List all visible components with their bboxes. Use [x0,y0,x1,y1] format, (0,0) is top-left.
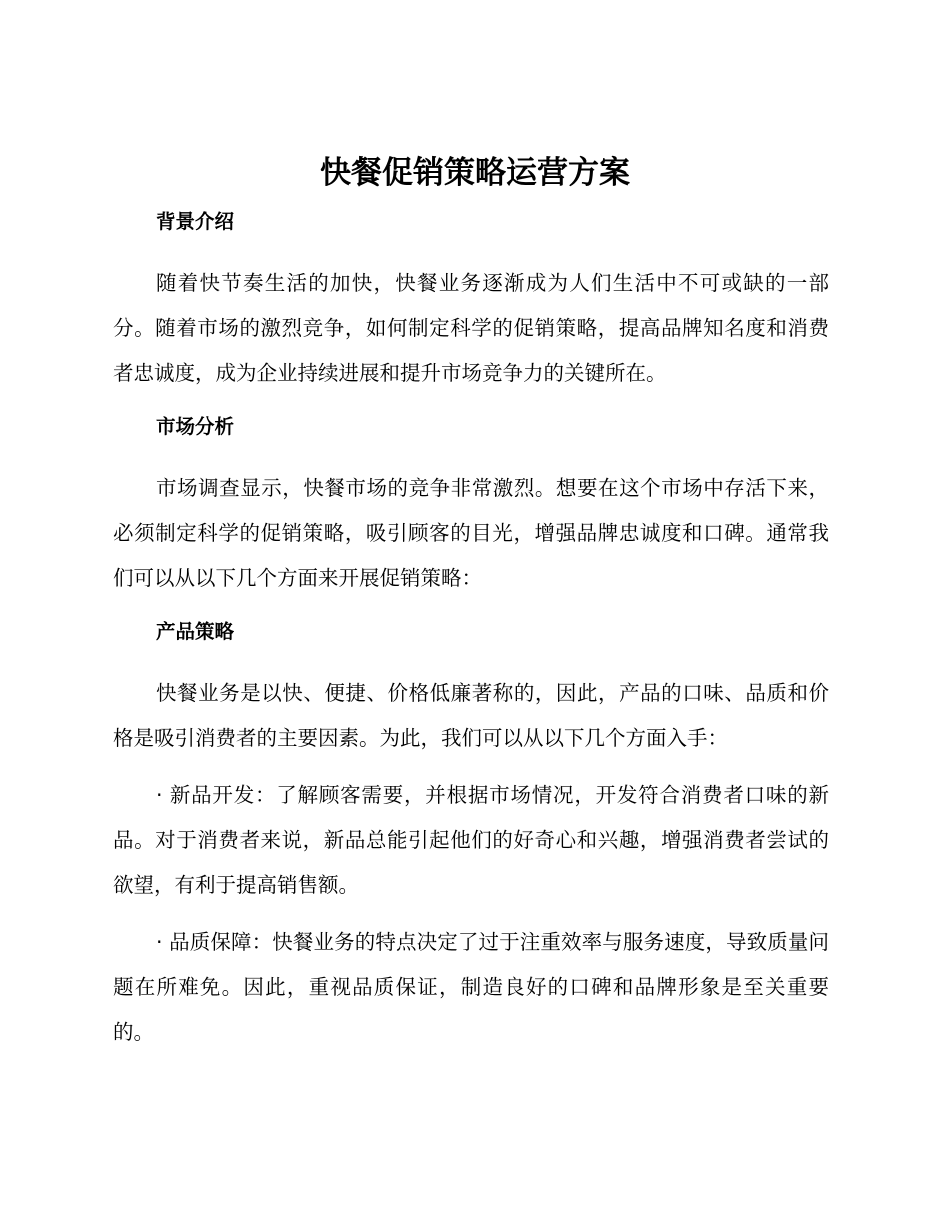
bullet-new-product: · 新品开发：了解顾客需要，并根据市场情况，开发符合消费者口味的新品。对于消费者来说，新品总能引起他们的好奇心和兴趣，增强消费者尝试的欲望，有利于提高销售额。 [113,783,829,897]
paragraph-product: 快餐业务是以快、便捷、价格低廉著称的，因此，产品的口味、品质和价格是吸引消费者的主要因素。为此，我们可以从以下几个方面入手： [113,681,829,750]
document-body [113,208,829,1055]
section-heading-background: 背景介绍 [156,210,235,233]
section-heading-product: 产品策略 [156,620,235,643]
document-title: 快餐促销策略运营方案 [320,155,630,191]
section-heading-market: 市场分析 [156,415,235,438]
paragraph-background: 随着快节奏生活的加快，快餐业务逐渐成为人们生活中不可或缺的一部分。随着市场的激烈竞争，如何制定科学的促销策略，提高品牌知名度和消费者忠诚度，成为企业持续进展和提升市场竞争力的关键所在。 [113,271,829,385]
bullet-quality-assurance: · 品质保障：快餐业务的特点决定了过于注重效率与服务速度，导致质量问题在所难免。因此，重视品质保证，制造良好的口碑和品牌形象是至关重要的。 [113,930,829,1044]
paragraph-market: 市场调查显示，快餐市场的竞争非常激烈。想要在这个市场中存活下来，必须制定科学的促销策略，吸引顾客的目光，增强品牌忠诚度和口碑。通常我们可以从以下几个方面来开展促销策略： [113,476,829,590]
